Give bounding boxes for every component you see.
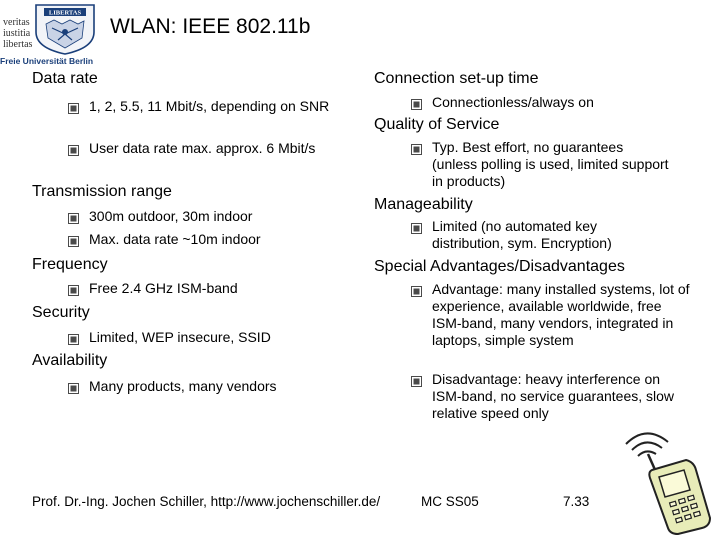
footer-page-number: 7.33: [563, 494, 590, 509]
bullet-box-icon: [411, 221, 422, 232]
bullet-item: [432, 371, 680, 422]
bullet-box-icon: [68, 283, 79, 294]
seal-banner-text: LIBERTAS: [48, 9, 82, 17]
university-name: Freie Universität Berlin: [0, 56, 94, 66]
university-logo: [0, 0, 96, 72]
bullet-text: Disadvantage: heavy interference on ISM-band, no service guarantees, slow relative speed only: [432, 371, 675, 421]
bullet-text: Many products, many vendors: [89, 378, 277, 394]
bullet-text: Typ. Best effort, no guarantees (unless polling is used, limited support in products): [432, 139, 669, 189]
bullet-item: [432, 94, 692, 111]
bullet-box-icon: [68, 211, 79, 222]
section-heading: Transmission range: [32, 183, 172, 200]
bullet-text: 300m outdoor, 30m indoor: [89, 208, 253, 224]
section-heading: Connection set-up time: [374, 70, 539, 87]
bullet-item: [432, 139, 672, 190]
bullet-box-icon: [68, 332, 79, 343]
section-heading: Security: [32, 304, 90, 321]
bullet-box-icon: [411, 142, 422, 153]
logo-motto: [3, 17, 32, 50]
bullet-item: [432, 218, 672, 252]
bullet-item: [89, 231, 359, 248]
section-heading: Special Advantages/Disadvantages: [374, 258, 625, 275]
bullet-text: User data rate max. approx. 6 Mbit/s: [89, 140, 316, 156]
section-heading: Quality of Service: [374, 116, 500, 133]
bullet-text: Connectionless/always on: [432, 94, 594, 110]
section-heading: Availability: [32, 352, 108, 369]
bullet-box-icon: [68, 381, 79, 392]
wireless-phone-icon: [612, 432, 716, 536]
bullet-text: Advantage: many installed systems, lot of experience, available worldwide, free ISM-band, many vendors, integrated in laptops, simple system: [432, 281, 690, 348]
footer-author: Prof. Dr.-Ing. Jochen Schiller, http://www.jochenschiller.de/: [32, 494, 381, 509]
bullet-item: [89, 140, 319, 157]
bullet-item: [89, 98, 344, 115]
bullet-box-icon: [411, 284, 422, 295]
bullet-item: [89, 208, 359, 225]
bullet-text: 1, 2, 5.5, 11 Mbit/s, depending on SNR: [89, 98, 330, 114]
bullet-box-icon: [68, 234, 79, 245]
slide-title: WLAN: IEEE 802.11b: [110, 15, 311, 38]
section-heading: Frequency: [32, 256, 108, 273]
logo-motto-line: libertas: [3, 39, 33, 50]
bullet-text: Free 2.4 GHz ISM-band: [89, 280, 238, 296]
bullet-text: Limited (no automated key distribution, sym. Encryption): [432, 218, 612, 251]
seal-icon: [32, 2, 98, 56]
logo-motto-line: veritas: [3, 17, 30, 28]
bullet-text: Limited, WEP insecure, SSID: [89, 329, 271, 345]
logo-motto-line: iustitia: [3, 28, 31, 39]
bullet-box-icon: [68, 143, 79, 154]
bullet-text: Max. data rate ~10m indoor: [89, 231, 261, 247]
bullet-item: [89, 329, 359, 346]
bullet-item: [89, 280, 359, 297]
section-heading: Manageability: [374, 196, 473, 213]
section-heading: Data rate: [32, 70, 98, 87]
bullet-box-icon: [68, 101, 79, 112]
bullet-item: [89, 378, 359, 395]
bullet-item: [432, 281, 694, 349]
bullet-box-icon: [411, 374, 422, 385]
bullet-box-icon: [411, 97, 422, 108]
footer-course: MC SS05: [421, 494, 479, 509]
